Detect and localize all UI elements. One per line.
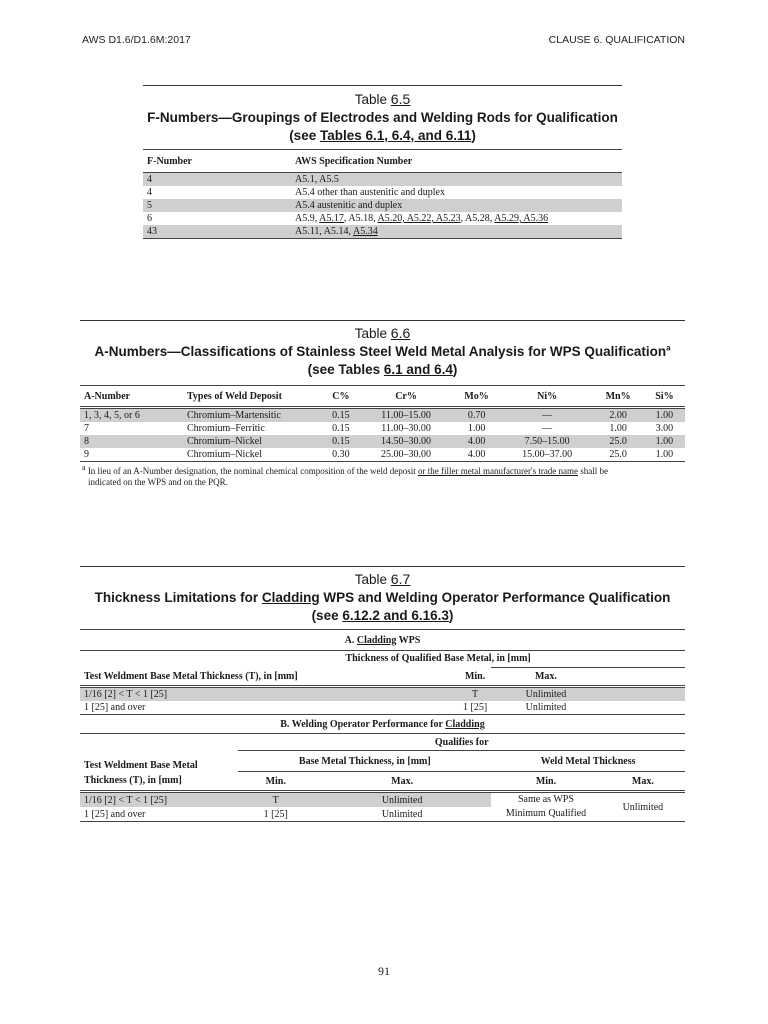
column-header: Si%: [655, 390, 674, 402]
table-row: 1, 3, 4, 5, or 6 Chromium–Martensitic 0.15 11.00–15.00 0.70 — 2.00 1.00: [80, 408, 685, 423]
table-caption: Table 6.7 Thickness Limitations for Cladding WPS and Welding Operator Performance Qualification (see 6.12.2 and 6.16.3): [80, 570, 685, 625]
table-number-link[interactable]: 6.7: [390, 571, 411, 587]
running-header-left: AWS D1.6/D1.6M:2017: [82, 34, 191, 46]
weld-metal-min: Same as WPS Minimum Qualified: [491, 792, 601, 822]
column-header: Mn%: [605, 390, 631, 402]
cross-reference-link[interactable]: 6.1 and 6.4: [383, 362, 453, 377]
table-row: 1 [25] and over 1 [25] Unlimited: [80, 807, 685, 821]
column-header: A-Number: [84, 390, 131, 402]
cross-reference-link[interactable]: 6.12.2 and 6.16.3: [342, 608, 449, 623]
column-header: Ni%: [537, 390, 558, 402]
table-row: 9 Chromium–Nickel 0.30 25.00–30.00 4.00 15.00–37.00 25.0 1.00: [80, 448, 685, 462]
column-header: Cr%: [395, 390, 417, 402]
column-header: Max.: [631, 775, 654, 787]
cladding-thickness-table: [80, 629, 685, 822]
qualifies-for-header: Qualifies for: [238, 734, 685, 751]
column-header: AWS Specification Number: [295, 155, 413, 167]
table-row: 4 A5.4 other than austenitic and duplex: [147, 187, 445, 198]
column-header: Max.: [534, 670, 557, 682]
column-header: Test Weldment Base Metal Thickness (T), in [mm]: [84, 670, 298, 682]
group-header: Base Metal Thickness, in [mm]: [238, 751, 491, 772]
table-row: 1/16 [2] < T < 1 [25] T Unlimited: [80, 687, 685, 702]
table-number-link[interactable]: 6.5: [390, 91, 411, 107]
table-6-5: [80, 85, 685, 239]
table-row: 43 A5.11, A5.14, A5.34: [143, 225, 622, 239]
table-caption: Table 6.6 A-Numbers—Classifications of Stainless Steel Weld Metal Analysis for WPS Qualification$^a$ (see Tables 6.1 and 6.4): [94, 325, 671, 377]
table-title: Thickness Limitations for Cladding WPS and Welding Operator Performance Qualification: [94, 590, 671, 605]
table-title: F-Numbers—Groupings of Electrodes and Welding Rods for Qualification: [147, 110, 618, 125]
table-top-rule: [143, 85, 622, 86]
table-6-7: [80, 566, 685, 822]
column-header: Min.: [535, 775, 557, 787]
column-header: Min.: [464, 670, 486, 682]
section-b-heading: B. Welding Operator Performance for Cladding: [280, 718, 485, 730]
weld-metal-max: Unlimited: [601, 792, 685, 822]
table-title: A-Numbers—Classifications of Stainless Steel Weld Metal Analysis for WPS Qualification: [94, 344, 667, 359]
running-header-right: CLAUSE 6. QUALIFICATION: [548, 34, 685, 46]
column-header: Min.: [265, 775, 286, 787]
table-row: 6 A5.9, A5.17, A5.18, A5.20, A5.22, A5.23, A5.28, A5.29, A5.36: [147, 213, 549, 224]
table-row: 1 [25] and over 1 [25] Unlimited: [84, 702, 567, 713]
group-header: Thickness of Qualified Base Metal, in [mm]: [341, 651, 535, 668]
group-header: Weld Metal Thickness: [491, 751, 685, 772]
table-row: 8 Chromium–Nickel 0.15 14.50–30.00 4.00 7.50–15.00 25.0 1.00: [80, 435, 685, 448]
column-header: Mo%: [464, 390, 489, 402]
cross-reference-link[interactable]: Tables 6.1, 6.4, and 6.11: [319, 128, 472, 143]
column-header: Types of Weld Deposit: [187, 390, 282, 402]
column-header: Max.: [391, 775, 414, 787]
a-number-table: [80, 385, 685, 462]
table-row: 7 Chromium–Ferritic 0.15 11.00–30.00 1.00 — 1.00 3.00: [84, 423, 674, 434]
page-number: 91: [378, 964, 390, 978]
table-row: 4 A5.1, A5.5: [143, 173, 622, 187]
table-top-rule: [80, 320, 685, 321]
table-row: 1/16 [2] < T < 1 [25] T Unlimited Same as WPS Minimum Qualified Unlimited: [80, 792, 685, 808]
column-header: C%: [332, 390, 350, 402]
table-number-link[interactable]: 6.6: [390, 325, 411, 341]
column-header: Test Weldment Base Metal Thickness (T), in [mm]: [84, 760, 198, 786]
section-a-heading: A. Cladding WPS: [344, 634, 421, 646]
table-6-6: [80, 320, 685, 488]
f-number-table: [143, 149, 622, 239]
table-footnote: $^a$ In lieu of an A-Number designation, the nominal chemical composition of the weld deposit or the filler metal manufacturer's trade name shall be indicated on the WPS and on the PQR.: [82, 463, 609, 487]
table-top-rule: [80, 566, 685, 567]
column-header: F-Number: [147, 155, 192, 167]
table-row: 5 A5.4 austenitic and duplex: [143, 199, 622, 212]
table-caption: Table 6.5 F-Numbers—Groupings of Electrodes and Welding Rods for Qualification (see Tables 6.1, 6.4, and 6.11): [80, 90, 685, 145]
